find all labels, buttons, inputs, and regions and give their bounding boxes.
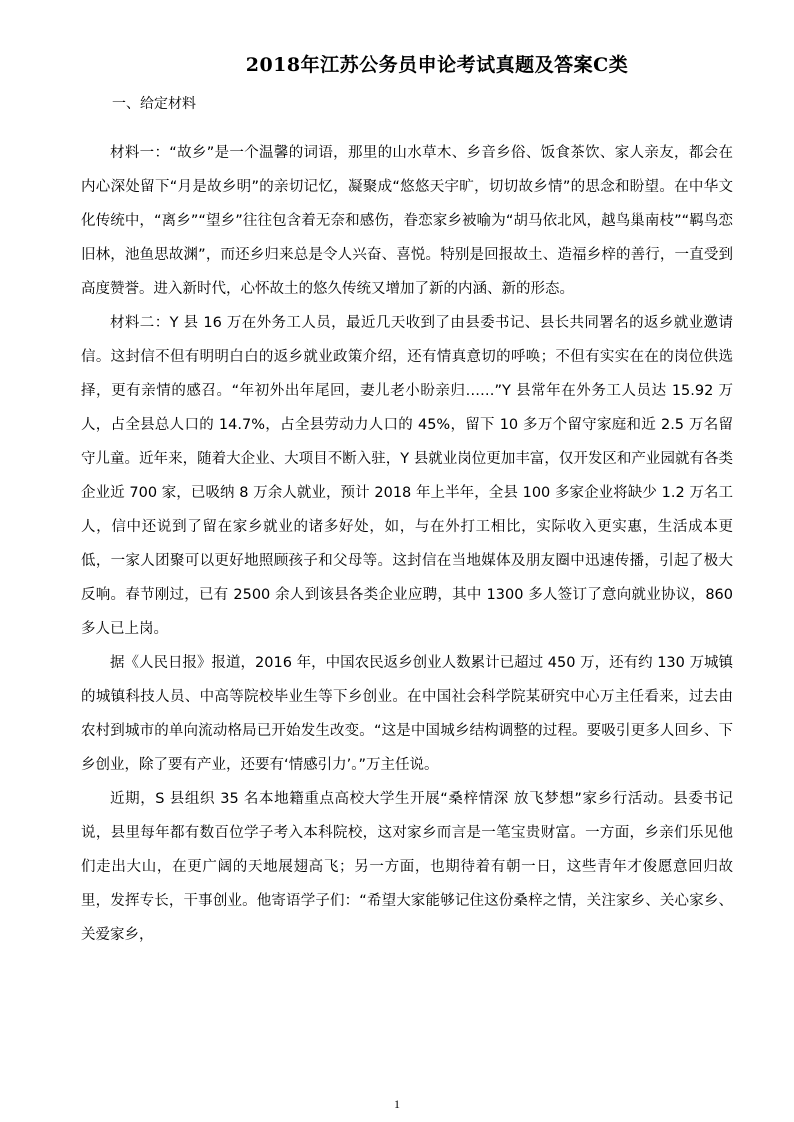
document-body (81, 136, 733, 952)
page-number: 1 (394, 1097, 400, 1111)
paragraph-s-county: 近期，S 县组织 35 名本地籍重点高校大学生开展“桑梓情深 放飞梦想”家乡行活动。县委书记说，县里每年都有数百位学子考入本科院校，这对家乡而言是一笔宝贵财富。一方面，乡亲们乐见他们走出大山，在更广阔的天地展翅高飞；另一方面，也期待着有朝一日，这些青年才俊愿意回归故里，发挥专长，干事创业。他寄语学子们：“希望大家能够记住这份桑梓之情，关注家乡、关心家乡、关爱家乡， (81, 791, 733, 943)
paragraph-material-1: 材料一：“故乡”是一个温馨的词语，那里的山水草木、乡音乡俗、饭食茶饮、家人亲友，都会在内心深处留下“月是故乡明”的亲切记忆，凝聚成“悠悠天宇旷，切切故乡情”的思念和盼望。在中华文化传统中，“离乡”“望乡”往往包含着无奈和感伤，眷恋家乡被喻为“胡马依北风，越鸟巢南枝”“羁鸟恋旧林，池鱼思故渊”，而还乡归来总是令人兴奋、喜悦。特别是回报故土、造福乡梓的善行，一直受到高度赞誉。进入新时代，心怀故土的悠久传统又增加了新的内涵、新的形态。 (81, 145, 733, 297)
paragraph-material-2: 材料二：Y 县 16 万在外务工人员，最近几天收到了由县委书记、县长共同署名的返乡就业邀请信。这封信不但有明明白白的返乡就业政策介绍，还有情真意切的呼唤；不但有实实在在的岗位供选择，更有亲情的感召。“年初外出年尾回，妻儿老小盼亲归……”Y 县常年在外务工人员达 15.92 万人，占全县总人口的 14.7%，占全县劳动力人口的 45%，留下 10 多万个留守家庭和近 2.5 万名留守儿童。近年来，随着大企业、大项目不断入驻，Y 县就业岗位更加丰富，仅开发区和产业园就有各类企业近 700 家，已吸纳 8 万余人就业，预计 2018 年上半年，全县 100 多家企业将缺少 1.2 万名工人，信中还说到了留在家乡就业的诸多好处，如，与在外打工相比，实际收入更实惠，生活成本更低，一家人团聚可以更好地照顾孩子和父母等。这封信在当地媒体及朋友圈中迅速传播，引起了极大反响。春节刚过，已有 2500 余人到该县各类企业应聘，其中 1300 多人签订了意向就业协议，860 多人已上岗。 (81, 315, 733, 637)
paragraph-peoples-daily: 据《人民日报》报道，2016 年，中国农民返乡创业人数累计已超过 450 万，还有约 130 万城镇的城镇科技人员、中高等院校毕业生等下乡创业。在中国社会科学院某研究中心万主任看来，过去由农村到城市的单向流动格局已开始发生改变。“这是中国城乡结构调整的过程。要吸引更多人回乡、下乡创业，除了要有产业，还要有‘情感引力’。”万主任说。 (81, 655, 733, 773)
section-heading: 一、给定材料 (112, 96, 196, 112)
document-title: 2018年江苏公务员申论考试真题及答案C类 (245, 54, 629, 76)
